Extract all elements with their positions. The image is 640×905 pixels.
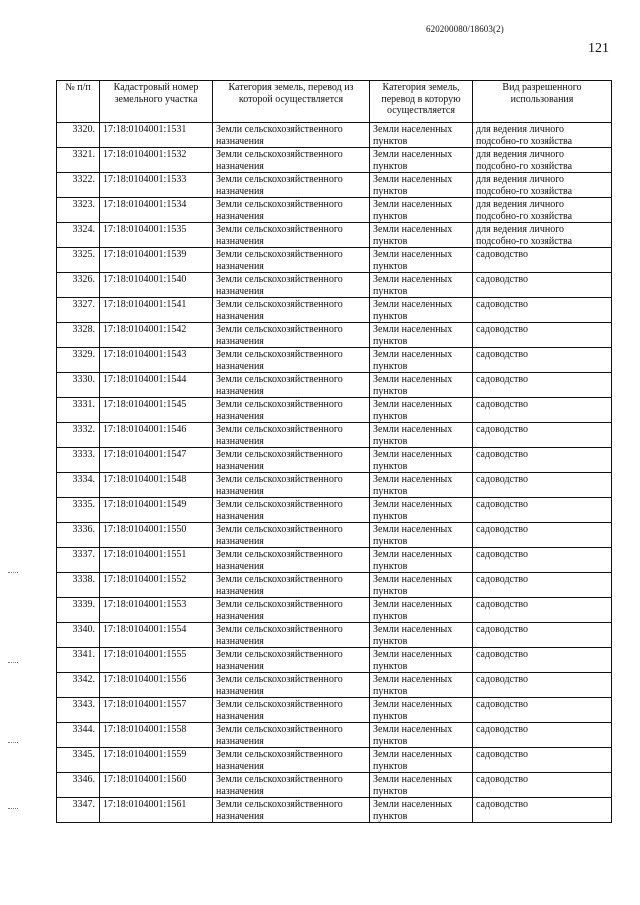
category-from: Земли сельскохозяйственного назначения — [213, 498, 370, 523]
permitted-use: садоводство — [473, 598, 612, 623]
row-index: 3342. — [57, 673, 100, 698]
cadastral-number: 17:18:0104001:1549 — [100, 498, 213, 523]
table-row — [57, 173, 612, 198]
table-row — [57, 273, 612, 298]
table-row — [57, 248, 612, 273]
row-index: 3347. — [57, 798, 100, 823]
cadastral-number: 17:18:0104001:1554 — [100, 623, 213, 648]
table-row — [57, 498, 612, 523]
header-cadastral-number: Кадастровый номер земельного участка — [100, 81, 213, 123]
header-category-to: Категория земель, перевод в которую осуществляется — [370, 81, 473, 123]
margin-mark — [8, 742, 18, 745]
category-from: Земли сельскохозяйственного назначения — [213, 423, 370, 448]
row-index: 3326. — [57, 273, 100, 298]
table-row — [57, 623, 612, 648]
row-index: 3320. — [57, 123, 100, 148]
row-index: 3331. — [57, 398, 100, 423]
cadastral-number: 17:18:0104001:1539 — [100, 248, 213, 273]
table-row — [57, 348, 612, 373]
row-index: 3338. — [57, 573, 100, 598]
category-to: Земли населенных пунктов — [370, 723, 473, 748]
category-to: Земли населенных пунктов — [370, 698, 473, 723]
permitted-use: садоводство — [473, 473, 612, 498]
category-from: Земли сельскохозяйственного назначения — [213, 173, 370, 198]
table-row — [57, 223, 612, 248]
permitted-use: садоводство — [473, 348, 612, 373]
cadastral-number: 17:18:0104001:1556 — [100, 673, 213, 698]
table-row — [57, 323, 612, 348]
category-from: Земли сельскохозяйственного назначения — [213, 573, 370, 598]
table-row — [57, 723, 612, 748]
category-to: Земли населенных пунктов — [370, 348, 473, 373]
cadastral-number: 17:18:0104001:1560 — [100, 773, 213, 798]
table-row — [57, 373, 612, 398]
row-index: 3324. — [57, 223, 100, 248]
permitted-use: садоводство — [473, 248, 612, 273]
table-row — [57, 698, 612, 723]
table-row — [57, 573, 612, 598]
cadastral-number: 17:18:0104001:1544 — [100, 373, 213, 398]
category-from: Земли сельскохозяйственного назначения — [213, 698, 370, 723]
category-to: Земли населенных пунктов — [370, 548, 473, 573]
category-to: Земли населенных пунктов — [370, 148, 473, 173]
category-from: Земли сельскохозяйственного назначения — [213, 798, 370, 823]
margin-mark — [8, 662, 18, 665]
category-to: Земли населенных пунктов — [370, 623, 473, 648]
category-from: Земли сельскохозяйственного назначения — [213, 748, 370, 773]
category-from: Земли сельскохозяйственного назначения — [213, 623, 370, 648]
land-plots-table — [56, 80, 612, 823]
row-index: 3339. — [57, 598, 100, 623]
cadastral-number: 17:18:0104001:1543 — [100, 348, 213, 373]
table-row — [57, 798, 612, 823]
category-to: Земли населенных пунктов — [370, 198, 473, 223]
document-code: 620200080/18603(2) — [426, 24, 504, 34]
category-from: Земли сельскохозяйственного назначения — [213, 523, 370, 548]
category-to: Земли населенных пунктов — [370, 523, 473, 548]
category-to: Земли населенных пунктов — [370, 398, 473, 423]
row-index: 3340. — [57, 623, 100, 648]
permitted-use: для ведения личного подсобно-го хозяйства — [473, 173, 612, 198]
cadastral-number: 17:18:0104001:1559 — [100, 748, 213, 773]
category-to: Земли населенных пунктов — [370, 448, 473, 473]
table-row — [57, 148, 612, 173]
permitted-use: садоводство — [473, 298, 612, 323]
cadastral-number: 17:18:0104001:1534 — [100, 198, 213, 223]
category-to: Земли населенных пунктов — [370, 773, 473, 798]
permitted-use: садоводство — [473, 373, 612, 398]
row-index: 3323. — [57, 198, 100, 223]
category-to: Земли населенных пунктов — [370, 573, 473, 598]
category-from: Земли сельскохозяйственного назначения — [213, 248, 370, 273]
permitted-use: садоводство — [473, 723, 612, 748]
cadastral-number: 17:18:0104001:1552 — [100, 573, 213, 598]
cadastral-number: 17:18:0104001:1551 — [100, 548, 213, 573]
category-from: Земли сельскохозяйственного назначения — [213, 548, 370, 573]
permitted-use: садоводство — [473, 423, 612, 448]
table-row — [57, 523, 612, 548]
permitted-use: садоводство — [473, 548, 612, 573]
category-to: Земли населенных пунктов — [370, 423, 473, 448]
row-index: 3343. — [57, 698, 100, 723]
row-index: 3325. — [57, 248, 100, 273]
cadastral-number: 17:18:0104001:1545 — [100, 398, 213, 423]
cadastral-number: 17:18:0104001:1555 — [100, 648, 213, 673]
cadastral-number: 17:18:0104001:1548 — [100, 473, 213, 498]
table-row — [57, 398, 612, 423]
category-to: Земли населенных пунктов — [370, 498, 473, 523]
category-to: Земли населенных пунктов — [370, 373, 473, 398]
category-from: Земли сельскохозяйственного назначения — [213, 373, 370, 398]
category-to: Земли населенных пунктов — [370, 748, 473, 773]
category-from: Земли сельскохозяйственного назначения — [213, 398, 370, 423]
margin-mark — [8, 808, 18, 811]
cadastral-number: 17:18:0104001:1561 — [100, 798, 213, 823]
row-index: 3333. — [57, 448, 100, 473]
row-index: 3345. — [57, 748, 100, 773]
permitted-use: садоводство — [473, 398, 612, 423]
table-header-row — [57, 81, 612, 123]
category-to: Земли населенных пунктов — [370, 273, 473, 298]
category-to: Земли населенных пунктов — [370, 173, 473, 198]
permitted-use: садоводство — [473, 748, 612, 773]
table-row — [57, 198, 612, 223]
permitted-use: садоводство — [473, 798, 612, 823]
permitted-use: садоводство — [473, 648, 612, 673]
cadastral-number: 17:18:0104001:1558 — [100, 723, 213, 748]
table-row — [57, 598, 612, 623]
row-index: 3321. — [57, 148, 100, 173]
cadastral-number: 17:18:0104001:1535 — [100, 223, 213, 248]
category-to: Земли населенных пунктов — [370, 323, 473, 348]
table-row — [57, 648, 612, 673]
cadastral-number: 17:18:0104001:1531 — [100, 123, 213, 148]
row-index: 3322. — [57, 173, 100, 198]
category-from: Земли сельскохозяйственного назначения — [213, 123, 370, 148]
cadastral-number: 17:18:0104001:1557 — [100, 698, 213, 723]
row-index: 3335. — [57, 498, 100, 523]
category-from: Земли сельскохозяйственного назначения — [213, 448, 370, 473]
table-row — [57, 473, 612, 498]
permitted-use: садоводство — [473, 573, 612, 598]
category-to: Земли населенных пунктов — [370, 598, 473, 623]
row-index: 3327. — [57, 298, 100, 323]
table-row — [57, 298, 612, 323]
category-to: Земли населенных пунктов — [370, 473, 473, 498]
permitted-use: садоводство — [473, 323, 612, 348]
permitted-use: садоводство — [473, 273, 612, 298]
category-from: Земли сельскохозяйственного назначения — [213, 773, 370, 798]
row-index: 3328. — [57, 323, 100, 348]
permitted-use: садоводство — [473, 523, 612, 548]
category-from: Земли сельскохозяйственного назначения — [213, 273, 370, 298]
table-row — [57, 448, 612, 473]
permitted-use: для ведения личного подсобно-го хозяйства — [473, 148, 612, 173]
category-to: Земли населенных пунктов — [370, 123, 473, 148]
category-from: Земли сельскохозяйственного назначения — [213, 323, 370, 348]
page-number: 121 — [588, 41, 609, 56]
category-to: Земли населенных пунктов — [370, 298, 473, 323]
row-index: 3334. — [57, 473, 100, 498]
row-index: 3330. — [57, 373, 100, 398]
cadastral-number: 17:18:0104001:1533 — [100, 173, 213, 198]
cadastral-number: 17:18:0104001:1542 — [100, 323, 213, 348]
table-row — [57, 773, 612, 798]
row-index: 3332. — [57, 423, 100, 448]
table-row — [57, 673, 612, 698]
category-from: Земли сельскохозяйственного назначения — [213, 298, 370, 323]
permitted-use: садоводство — [473, 498, 612, 523]
row-index: 3344. — [57, 723, 100, 748]
cadastral-number: 17:18:0104001:1547 — [100, 448, 213, 473]
header-permitted-use: Вид разрешенного использования — [473, 81, 612, 123]
row-index: 3329. — [57, 348, 100, 373]
permitted-use: для ведения личного подсобно-го хозяйства — [473, 198, 612, 223]
table-row — [57, 748, 612, 773]
category-to: Земли населенных пунктов — [370, 648, 473, 673]
permitted-use: садоводство — [473, 623, 612, 648]
permitted-use: для ведения личного подсобно-го хозяйства — [473, 223, 612, 248]
category-from: Земли сельскохозяйственного назначения — [213, 148, 370, 173]
permitted-use: садоводство — [473, 773, 612, 798]
category-from: Земли сельскохозяйственного назначения — [213, 473, 370, 498]
cadastral-number: 17:18:0104001:1532 — [100, 148, 213, 173]
category-from: Земли сельскохозяйственного назначения — [213, 598, 370, 623]
cadastral-number: 17:18:0104001:1553 — [100, 598, 213, 623]
cadastral-number: 17:18:0104001:1541 — [100, 298, 213, 323]
category-from: Земли сельскохозяйственного назначения — [213, 198, 370, 223]
permitted-use: садоводство — [473, 698, 612, 723]
row-index: 3337. — [57, 548, 100, 573]
header-index: № п/п — [57, 81, 100, 123]
permitted-use: для ведения личного подсобно-го хозяйства — [473, 123, 612, 148]
row-index: 3346. — [57, 773, 100, 798]
row-index: 3336. — [57, 523, 100, 548]
row-index: 3341. — [57, 648, 100, 673]
table-row — [57, 123, 612, 148]
category-to: Земли населенных пунктов — [370, 248, 473, 273]
category-from: Земли сельскохозяйственного назначения — [213, 223, 370, 248]
category-to: Земли населенных пунктов — [370, 673, 473, 698]
category-from: Земли сельскохозяйственного назначения — [213, 348, 370, 373]
cadastral-number: 17:18:0104001:1540 — [100, 273, 213, 298]
category-from: Земли сельскохозяйственного назначения — [213, 648, 370, 673]
category-to: Земли населенных пунктов — [370, 223, 473, 248]
permitted-use: садоводство — [473, 673, 612, 698]
header-category-from: Категория земель, перевод из которой осуществляется — [213, 81, 370, 123]
category-to: Земли населенных пунктов — [370, 798, 473, 823]
permitted-use: садоводство — [473, 448, 612, 473]
cadastral-number: 17:18:0104001:1546 — [100, 423, 213, 448]
table-row — [57, 423, 612, 448]
margin-mark — [8, 572, 18, 575]
category-from: Земли сельскохозяйственного назначения — [213, 673, 370, 698]
category-from: Земли сельскохозяйственного назначения — [213, 723, 370, 748]
table-row — [57, 548, 612, 573]
cadastral-number: 17:18:0104001:1550 — [100, 523, 213, 548]
